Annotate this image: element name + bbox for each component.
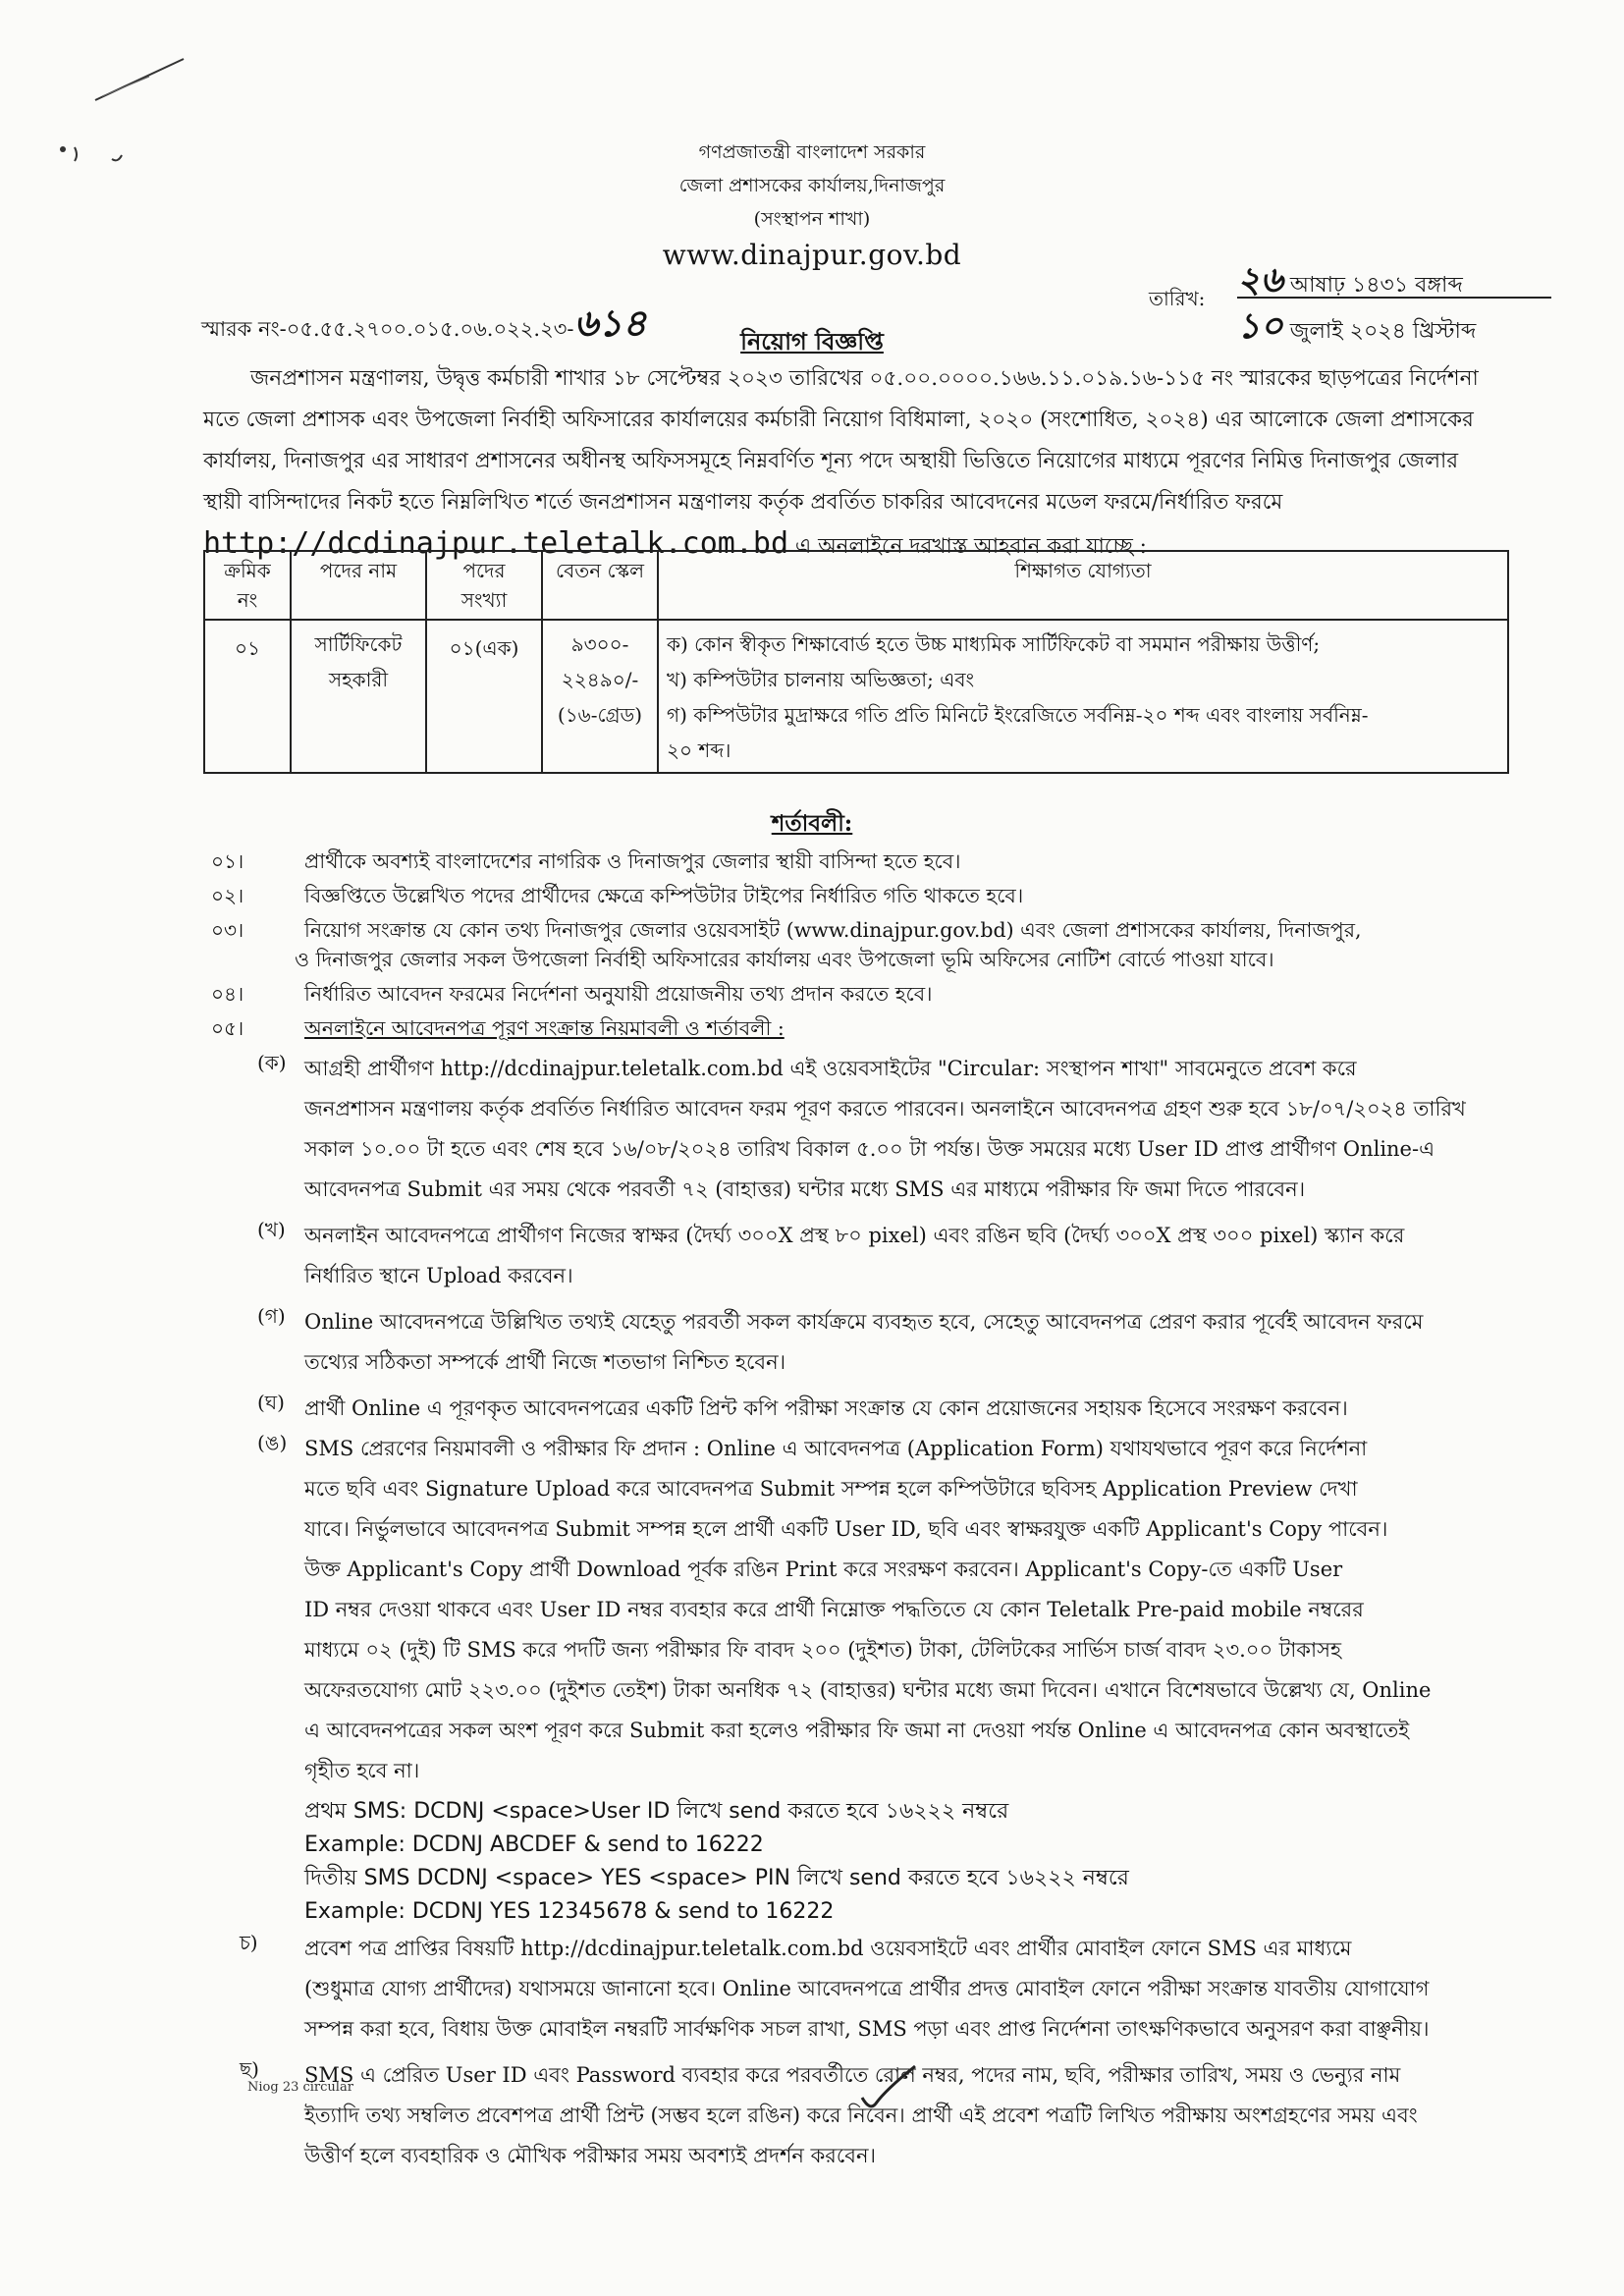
footer-note: Niog 23 circular (247, 2080, 353, 2095)
rule-ka (257, 1049, 1514, 1210)
rule-line: উক্ত Applicant's Copy প্রার্থী Download পূর্বক রঙিন Print করে সংরক্ষণ করবেন। Applicant's Copy-তে একটি User (304, 1558, 1343, 1581)
header-serial-line: ক্রমিক (224, 559, 271, 582)
header-count (426, 551, 542, 620)
qualification-line: ২০ শব্দ। (667, 738, 731, 762)
condition-text: প্রার্থীকে অবশ্যই বাংলাদেশের নাগরিক ও দিনাজপুর জেলার স্থায়ী বাসিন্দা হতে হবে। (304, 849, 961, 873)
condition-number: ০৩। (211, 918, 244, 942)
website-url: www.dinajpur.gov.bd (662, 239, 962, 271)
table-header-row (204, 551, 1508, 620)
rule-line: (শুধুমাত্র যোগ্য প্রার্থীদের) যথাসময়ে জানানো হবে। Online আবেদনপত্রে প্রার্থীর প্রদত্ত মোবাইল ফোনে পরীক্ষা সংক্রান্ত যাবতীয় যোগাযোগ (304, 1977, 1430, 2000)
rule-line: আগ্রহী প্রার্থীগণ http://dcdinajpur.teletalk.com.bd এই ওয়েবসাইটের "Circular: সংস্থাপন শাখা" সাবমেনুতে প্রবেশ করে (304, 1057, 1357, 1080)
condition-number: ০৫। (211, 1016, 244, 1040)
condition-item (211, 847, 1507, 876)
memo-number-handwritten: ৬১৪ (573, 301, 647, 345)
condition-number: ০১। (211, 849, 244, 873)
branch-name: (সংস্থাপন শাখা) (753, 208, 871, 230)
initial-signature-mark (854, 2060, 923, 2119)
intro-line: মতে জেলা প্রশাসক এবং উপজেলা নির্বাহী অফিসারের কার্যালয়ের কর্মচারী নিয়োগ বিধিমালা, ২০২০ (সংশোধিত, ২০২৪) এর আলোকে জেলা প্রশাসকের (203, 408, 1474, 432)
rule-cha (240, 1929, 1514, 2050)
condition-text: নির্ধারিত আবেদন ফরমের নির্দেশনা অনুযায়ী প্রয়োজনীয় তথ্য প্রদান করতে হবে। (304, 982, 933, 1006)
english-day-handwritten: ১০ (1237, 306, 1283, 347)
rule-marker: (ঘ) (257, 1391, 285, 1414)
rule-line: যাবে। নির্ভুলভাবে আবেদনপত্র Submit সম্পন্ন হলে প্রার্থী একটি User ID, ছবি এবং স্বাক্ষরযুক্ত একটি Applicant's Copy পাবেন। (304, 1517, 1388, 1541)
rule-text (304, 1389, 1348, 1429)
header-serial-line: নং (237, 588, 258, 612)
rule-ga (257, 1302, 1514, 1383)
condition-line: ও দিনাজপুর জেলার সকল উপজেলা নির্বাহী অফিসারের কার্যালয় এবং উপজেলা ভূমি অফিসের নোটিশ বোর্ডে পাওয়া যাবে। (295, 948, 1274, 971)
rule-line: ইত্যাদি তথ্য সম্বলিত প্রবেশপত্র প্রার্থী প্রিন্ট (সম্ভব হলে রঙিন) করে নিবেন। প্রার্থী এই প্রবেশ পত্রটি লিখিত পরীক্ষায় অংশগ্রহণের সময় এবং (304, 2104, 1418, 2127)
cell-post (291, 620, 426, 773)
sms-example: Example: DCDNJ ABCDEF & send to 16222 (304, 1832, 764, 1857)
rule-text (304, 1429, 1431, 1929)
rule-line: সম্পন্ন করা হবে, বিধায় উক্ত মোবাইল নম্বরটি সার্বক্ষণিক সচল রাখা, SMS পড়া এবং প্রাপ্ত নির্দেশনা তাৎক্ষণিকভাবে অনুসরণ করা বাঞ্ছনীয়। (304, 2017, 1430, 2041)
pen-stroke-mark (90, 51, 189, 110)
condition-line: নিয়োগ সংক্রান্ত যে কোন তথ্য দিনাজপুর জেলার ওয়েবসাইট (www.dinajpur.gov.bd) এবং জেলা প্রশাসকের কার্যালয়, দিনাজপুর, (304, 918, 1362, 942)
rule-marker: (ক) (257, 1051, 287, 1074)
sms-instructions (304, 1795, 1431, 1929)
memo-number-text: স্মারক নং-০৫.৫৫.২৭০০.০১৫.০৬.০২২.২৩- (201, 317, 574, 341)
rule-line: প্রার্থী Online এ পূরণকৃত আবেদনপত্রের একটি প্রিন্ট কপি পরীক্ষা সংক্রান্ত যে কোন প্রয়োজনের সহায়ক হিসেবে সংরক্ষণ করবেন। (304, 1396, 1348, 1420)
rule-line: মতে ছবি এবং Signature Upload করে আবেদনপত্র Submit সম্পন্ন হলে কম্পিউটারে ছবিসহ Application Preview দেখা (304, 1477, 1358, 1501)
rule-line: মাধ্যমে ০২ (দুই) টি SMS করে পদটি জন্য পরীক্ষার ফি বাবদ ২০০ (দুইশত) টাকা, টেলিটকের সার্ভিস চার্জ বাবদ ২৩.০০ টাকাসহ (304, 1638, 1341, 1662)
qualification-line: ক) কোন স্বীকৃত শিক্ষাবোর্ড হতে উচ্চ মাধ্যমিক সার্টিফিকেট বা সমমান পরীক্ষায় উত্তীর্ণ; (667, 632, 1321, 656)
bengali-day-handwritten: ২৬ (1237, 260, 1283, 301)
rule-uma (257, 1429, 1514, 1929)
condition-item (211, 1013, 1507, 1043)
application-url: http://dcdinajpur.teletalk.com.bd (203, 526, 789, 561)
date-label: তারিখ: (1149, 287, 1206, 310)
rule-gha (257, 1389, 1514, 1429)
cell-post-line: সার্টিফিকেট (314, 632, 403, 656)
rule-line: Online আবেদনপত্রে উল্লিখিত তথ্যই যেহেতু পরবর্তী সকল কার্যক্রমে ব্যবহৃত হবে, সেহেতু আবেদনপত্র প্রেরণ করার পূর্বেই আবেদন ফরমে (304, 1310, 1424, 1334)
cell-qualification (658, 620, 1508, 773)
government-name: গণপ্রজাতন্ত্রী বাংলাদেশ সরকার (698, 141, 926, 163)
notice-title: নিয়োগ বিজ্ঞপ্তি (740, 327, 884, 355)
rule-line: তথ্যের সঠিকতা সম্পর্কে প্রার্থী নিজে শতভাগ নিশ্চিত হবেন। (304, 1350, 786, 1374)
condition-number: ০৪। (211, 982, 244, 1006)
condition-item (211, 881, 1507, 910)
rule-line: SMS এ প্রেরিত User ID এবং Password ব্যবহার করে পরবর্তীতে রোল নম্বর, পদের নাম, ছবি, পরীক্ষার তারিখ, সময় ও ভেন্যুর নাম (304, 2063, 1401, 2087)
rule-line: উত্তীর্ণ হলে ব্যবহারিক ও মৌখিক পরীক্ষার সময় অবশ্যই প্রদর্শন করবেন। (304, 2144, 877, 2167)
cell-scale-line: (১৬-গ্রেড) (557, 703, 643, 727)
rule-line: আবেদনপত্র Submit এর সময় থেকে পরবর্তী ৭২ (বাহাত্তর) ঘন্টার মধ্যে SMS এর মাধ্যমে পরীক্ষার ফি জমা দিতে পারবেন। (304, 1177, 1306, 1201)
sms-example: Example: DCDNJ YES 12345678 & send to 16222 (304, 1899, 835, 1924)
intro-line: স্থায়ী বাসিন্দাদের নিকট হতে নিম্নলিখিত শর্তে জনপ্রশাসন মন্ত্রণালয় কর্তৃক প্রবর্তিত চাকরির আবেদনের মডেল ফরমে/নির্ধারিত ফরমে (203, 490, 1283, 515)
rule-line: জনপ্রশাসন মন্ত্রণালয় কর্তৃক প্রবর্তিত নির্ধারিত আবেদন ফরম পূরণ করতে পারবেন। অনলাইনে আবেদনপত্র গ্রহণ শুরু হবে ১৮/০৭/২০২৪ তারিখ (304, 1097, 1466, 1121)
conditions-title: শর্তাবলী: (771, 810, 853, 837)
header-count-line: পদের (462, 559, 506, 582)
rule-marker: ছ) (240, 2057, 259, 2081)
cell-post-line: সহকারী (328, 668, 389, 691)
rule-line: অনলাইন আবেদনপত্রে প্রার্থীগণ নিজের স্বাক্ষর (দৈর্ঘ্য ৩০০X প্রস্থ ৮০ pixel) এবং রঙিন ছবি (দৈর্ঘ্য ৩০০X প্রস্থ ৩০০ pixel) স্ক্যান করে (304, 1224, 1405, 1247)
intro-line: কার্যালয়, দিনাজপুর এর সাধারণ প্রশাসনের অধীনস্থ অফিসসমূহে নিম্নবর্ণিত শূন্য পদে অস্থায়ী ভিত্তিতে নিয়োগের মাধ্যমে পূরণের নিমিত্ত দিনাজপুর জেলার (203, 449, 1459, 473)
online-rules (240, 1049, 1514, 2176)
rule-line: অফেরতযোগ্য মোট ২২৩.০০ (দুইশত তেইশ) টাকা অনধিক ৭২ (বাহাত্তর) ঘন্টার মধ্যে জমা দিবেন। এখানে বিশেষভাবে উল্লেখ্য যে, Online (304, 1678, 1432, 1702)
header-qualification: শিক্ষাগত যোগ্যতা (658, 551, 1508, 620)
rule-marker: (ঙ) (257, 1431, 288, 1454)
cell-scale (542, 620, 658, 773)
rule-line: গৃহীত হবে না। (304, 1759, 420, 1782)
sms-step: দিতীয় SMS DCDNJ <space> YES <space> PIN লিখে send করতে হবে ১৬২২২ নম্বরে (304, 1866, 1129, 1890)
conditions-list (211, 847, 1507, 1043)
qualification-line: গ) কম্পিউটার মুদ্রাক্ষরে গতি প্রতি মিনিটে ইংরেজিতে সর্বনিম্ন-২০ শব্দ এবং বাংলায় সর্বনিম্ন- (667, 703, 1369, 727)
date-divider (1237, 297, 1551, 299)
rule-text (304, 1302, 1423, 1383)
bengali-date-text: আষাঢ় ১৪৩১ বঙ্গাব্দ (1289, 273, 1463, 298)
posts-table (203, 550, 1509, 774)
condition-item (211, 979, 1507, 1009)
rule-marker: (খ) (257, 1218, 286, 1241)
header-post: পদের নাম (291, 551, 426, 620)
header-count-line: সংখ্যা (460, 588, 508, 612)
rule-line: এ আবেদনপত্রের সকল অংশ পূরণ করে Submit করা হলেও পরীক্ষার ফি জমা না দেওয়া পর্যন্ত Online এ আবেদনপত্র কোন অবস্থাতেই (304, 1719, 1410, 1742)
rule-line: নির্ধারিত স্থানে Upload করবেন। (304, 1264, 573, 1287)
intro-paragraph (203, 358, 1509, 568)
condition-number: ০২। (211, 884, 244, 907)
cell-scale-line: ২২৪৯০/- (561, 668, 639, 691)
office-name: জেলা প্রশাসকের কার্যালয়,দিনাজপুর (678, 175, 946, 196)
header-scale: বেতন স্কেল (542, 551, 658, 620)
header-serial (204, 551, 291, 620)
condition-item (211, 915, 1507, 974)
rule-line: প্রবেশ পত্র প্রাপ্তির বিষয়টি http://dcdinajpur.teletalk.com.bd ওয়েবসাইটে এবং প্রার্থীর মোবাইল ফোনে SMS এর মাধ্যমে (304, 1937, 1352, 1960)
rule-text (304, 1049, 1466, 1210)
rule-marker: (গ) (257, 1304, 286, 1328)
sms-step: প্রথম SMS: DCDNJ <space>User ID লিখে send করতে হবে ১৬২২২ নম্বরে (304, 1799, 1009, 1824)
rule-line: সকাল ১০.০০ টা হতে এবং শেষ হবে ১৬/০৮/২০২৪ তারিখ বিকাল ৫.০০ টা পর্যন্ত। উক্ত সময়ের মধ্যে User ID প্রাপ্ত প্রার্থীগণ Online-এ (304, 1137, 1435, 1161)
rule-text (304, 1216, 1404, 1296)
rule-kha (257, 1216, 1514, 1296)
condition-text (295, 915, 1362, 974)
qualification-line: খ) কম্পিউটার চালনায় অভিজ্ঞতা; এবং (667, 668, 975, 691)
intro-url-tail: এ অনলাইনে দরখাস্ত আহবান করা যাচ্ছে : (794, 534, 1147, 559)
rule-line: SMS প্রেরণের নিয়মাবলী ও পরীক্ষার ফি প্রদান : Online এ আবেদনপত্র (Application Form) যথাযথভাবে পূরণ করে নির্দেশনা (304, 1437, 1368, 1460)
intro-line: জনপ্রশাসন মন্ত্রণালয়, উদ্বৃত্ত কর্মচারী শাখার ১৮ সেপ্টেম্বর ২০২৩ তারিখের ০৫.০০.০০০০.১৬৬.১১.০১৯.১৬-১১৫ নং স্মারকের ছাড়পত্রের নির্দেশনা (250, 366, 1479, 391)
rule-marker: চ) (240, 1931, 258, 1954)
english-date-text: জুলাই ২০২৪ খ্রিস্টাব্দ (1289, 319, 1477, 344)
table-row (204, 620, 1508, 773)
cell-serial: ০১ (204, 620, 291, 773)
rule-line: ID নম্বর দেওয়া থাকবে এবং User ID নম্বর ব্যবহার করে প্রার্থী নিম্নোক্ত পদ্ধতিতে যে কোন Teletalk Pre-paid mobile নম্বরের (304, 1598, 1364, 1621)
cell-count: ০১(এক) (426, 620, 542, 773)
rule-text (304, 1929, 1430, 2050)
cell-scale-line: ৯৩০০- (570, 632, 629, 656)
condition-text: বিজ্ঞপ্তিতে উল্লেখিত পদের প্রার্থীদের ক্ষেত্রে কম্পিউটার টাইপের নির্ধারিত গতি থাকতে হবে। (304, 884, 1024, 907)
condition-text: অনলাইনে আবেদনপত্র পূরণ সংক্রান্ত নিয়মাবলী ও শর্তাবলী : (304, 1016, 785, 1040)
